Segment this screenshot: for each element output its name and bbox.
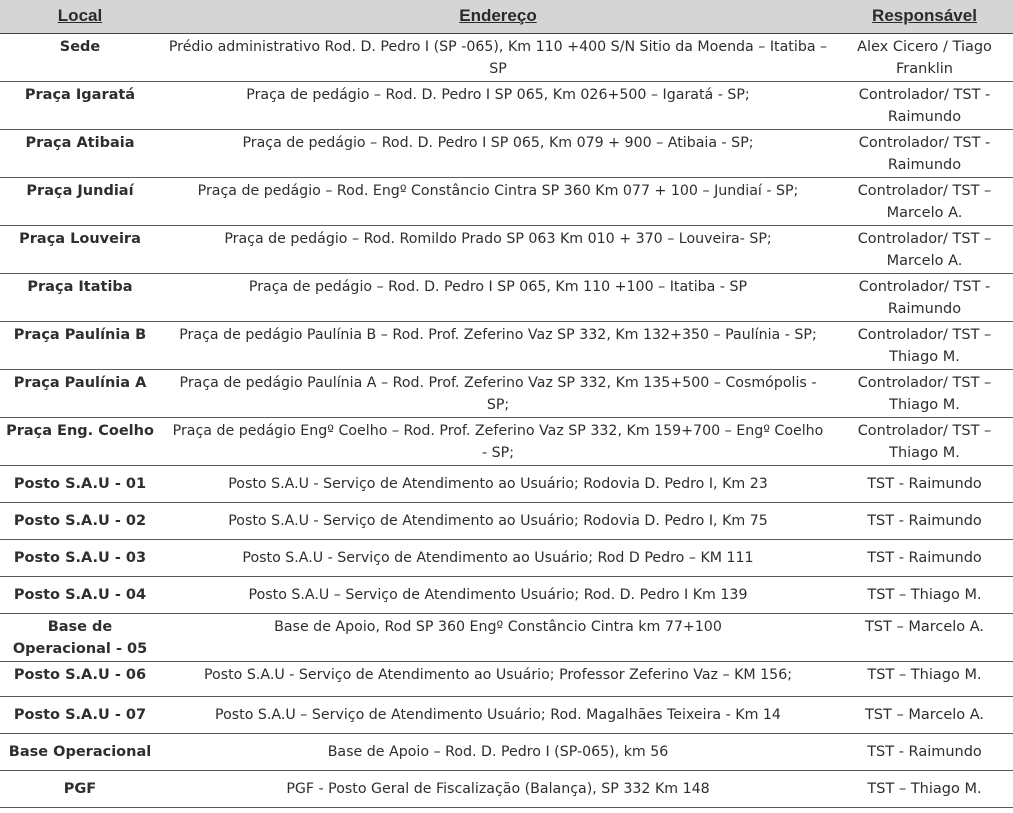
cell-endereco: Praça de pedágio – Rod. D. Pedro I SP 065, Km 079 + 900 – Atibaia - SP; bbox=[160, 129, 836, 177]
table-row bbox=[0, 177, 1013, 225]
cell-endereco: Praça de pedágio Paulínia A – Rod. Prof. Zeferino Vaz SP 332, Km 135+500 – Cosmópolis - SP; bbox=[160, 369, 836, 417]
cell-local: Praça Jundiaí bbox=[0, 177, 160, 225]
cell-endereco: Posto S.A.U – Serviço de Atendimento Usuário; Rod. Magalhães Teixeira - Km 14 bbox=[160, 696, 836, 733]
cell-responsavel: TST – Marcelo A. bbox=[836, 696, 1013, 733]
table-row bbox=[0, 502, 1013, 539]
header-row bbox=[0, 0, 1013, 33]
cell-local: Posto S.A.U - 06 bbox=[0, 661, 160, 696]
cell-endereco: PGF - Posto Geral de Fiscalização (Balança), SP 332 Km 148 bbox=[160, 770, 836, 807]
cell-endereco: Prédio administrativo Rod. D. Pedro I (SP -065), Km 110 +400 S/N Sitio da Moenda – Itatiba – SP bbox=[160, 33, 836, 81]
cell-local: Praça Atibaia bbox=[0, 129, 160, 177]
table-row bbox=[0, 465, 1013, 502]
cell-local: Posto S.A.U - 07 bbox=[0, 696, 160, 733]
cell-responsavel: Alex Cicero / Tiago Franklin bbox=[836, 33, 1013, 81]
cell-responsavel: TST - Raimundo bbox=[836, 465, 1013, 502]
table-row bbox=[0, 539, 1013, 576]
cell-endereco: Base de Apoio, Rod SP 360 Engº Constâncio Cintra km 77+100 bbox=[160, 613, 836, 661]
cell-local: Praça Paulínia A bbox=[0, 369, 160, 417]
table-row bbox=[0, 696, 1013, 733]
table-row bbox=[0, 273, 1013, 321]
header-responsavel: Responsável bbox=[836, 0, 1013, 33]
table-row bbox=[0, 321, 1013, 369]
cell-endereco: Praça de pedágio – Rod. D. Pedro I SP 065, Km 110 +100 – Itatiba - SP bbox=[160, 273, 836, 321]
table-row bbox=[0, 417, 1013, 465]
cell-responsavel: Controlador/ TST – Thiago M. bbox=[836, 369, 1013, 417]
cell-responsavel: TST - Raimundo bbox=[836, 502, 1013, 539]
cell-responsavel: Controlador/ TST – Thiago M. bbox=[836, 321, 1013, 369]
table-row bbox=[0, 613, 1013, 661]
cell-local: Posto S.A.U - 02 bbox=[0, 502, 160, 539]
cell-responsavel: TST - Raimundo bbox=[836, 539, 1013, 576]
cell-endereco: Posto S.A.U - Serviço de Atendimento ao Usuário; Rod D Pedro – KM 111 bbox=[160, 539, 836, 576]
cell-endereco: Praça de pedágio – Rod. Engº Constâncio Cintra SP 360 Km 077 + 100 – Jundiaí - SP; bbox=[160, 177, 836, 225]
cell-local: Base Operacional bbox=[0, 733, 160, 770]
cell-endereco: Praça de pedágio Engº Coelho – Rod. Prof. Zeferino Vaz SP 332, Km 159+700 – Engº Coelho - SP; bbox=[160, 417, 836, 465]
cell-local: PGF bbox=[0, 770, 160, 807]
header-endereco: Endereço bbox=[160, 0, 836, 33]
cell-local: Praça Paulínia B bbox=[0, 321, 160, 369]
cell-responsavel: Controlador/ TST - Raimundo bbox=[836, 129, 1013, 177]
cell-endereco: Posto S.A.U - Serviço de Atendimento ao Usuário; Rodovia D. Pedro I, Km 23 bbox=[160, 465, 836, 502]
cell-local: Praça Igaratá bbox=[0, 81, 160, 129]
cell-responsavel: TST – Marcelo A. bbox=[836, 613, 1013, 661]
cell-responsavel: TST – Thiago M. bbox=[836, 770, 1013, 807]
header-local: Local bbox=[0, 0, 160, 33]
cell-endereco: Base de Apoio – Rod. D. Pedro I (SP-065), km 56 bbox=[160, 733, 836, 770]
cell-local: Praça Louveira bbox=[0, 225, 160, 273]
cell-responsavel: Controlador/ TST - Raimundo bbox=[836, 81, 1013, 129]
cell-responsavel: TST - Raimundo bbox=[836, 733, 1013, 770]
table-row bbox=[0, 661, 1013, 696]
cell-local: Base de Operacional - 05 bbox=[0, 613, 160, 661]
cell-responsavel: TST – Thiago M. bbox=[836, 576, 1013, 613]
cell-endereco: Posto S.A.U - Serviço de Atendimento ao Usuário; Rodovia D. Pedro I, Km 75 bbox=[160, 502, 836, 539]
table-row bbox=[0, 33, 1013, 81]
table-row bbox=[0, 81, 1013, 129]
cell-responsavel: Controlador/ TST – Marcelo A. bbox=[836, 177, 1013, 225]
table-row bbox=[0, 576, 1013, 613]
cell-endereco: Posto S.A.U – Serviço de Atendimento Usuário; Rod. D. Pedro I Km 139 bbox=[160, 576, 836, 613]
table-row bbox=[0, 129, 1013, 177]
cell-local: Posto S.A.U - 01 bbox=[0, 465, 160, 502]
cell-responsavel: Controlador/ TST – Marcelo A. bbox=[836, 225, 1013, 273]
cell-endereco: Praça de pedágio – Rod. D. Pedro I SP 065, Km 026+500 – Igaratá - SP; bbox=[160, 81, 836, 129]
cell-local: Posto S.A.U - 04 bbox=[0, 576, 160, 613]
table-row bbox=[0, 770, 1013, 807]
table-row bbox=[0, 225, 1013, 273]
table-row bbox=[0, 733, 1013, 770]
cell-responsavel: TST – Thiago M. bbox=[836, 661, 1013, 696]
cell-local: Posto S.A.U - 03 bbox=[0, 539, 160, 576]
cell-endereco: Praça de pedágio – Rod. Romildo Prado SP 063 Km 010 + 370 – Louveira- SP; bbox=[160, 225, 836, 273]
cell-endereco: Praça de pedágio Paulínia B – Rod. Prof. Zeferino Vaz SP 332, Km 132+350 – Paulínia - SP; bbox=[160, 321, 836, 369]
cell-endereco: Posto S.A.U - Serviço de Atendimento ao Usuário; Professor Zeferino Vaz – KM 156; bbox=[160, 661, 836, 696]
cell-responsavel: Controlador/ TST - Raimundo bbox=[836, 273, 1013, 321]
cell-responsavel: Controlador/ TST – Thiago M. bbox=[836, 417, 1013, 465]
cell-local: Praça Itatiba bbox=[0, 273, 160, 321]
cell-local: Praça Eng. Coelho bbox=[0, 417, 160, 465]
table-header bbox=[0, 0, 1013, 33]
table-body bbox=[0, 33, 1013, 807]
table-row bbox=[0, 369, 1013, 417]
cell-local: Sede bbox=[0, 33, 160, 81]
